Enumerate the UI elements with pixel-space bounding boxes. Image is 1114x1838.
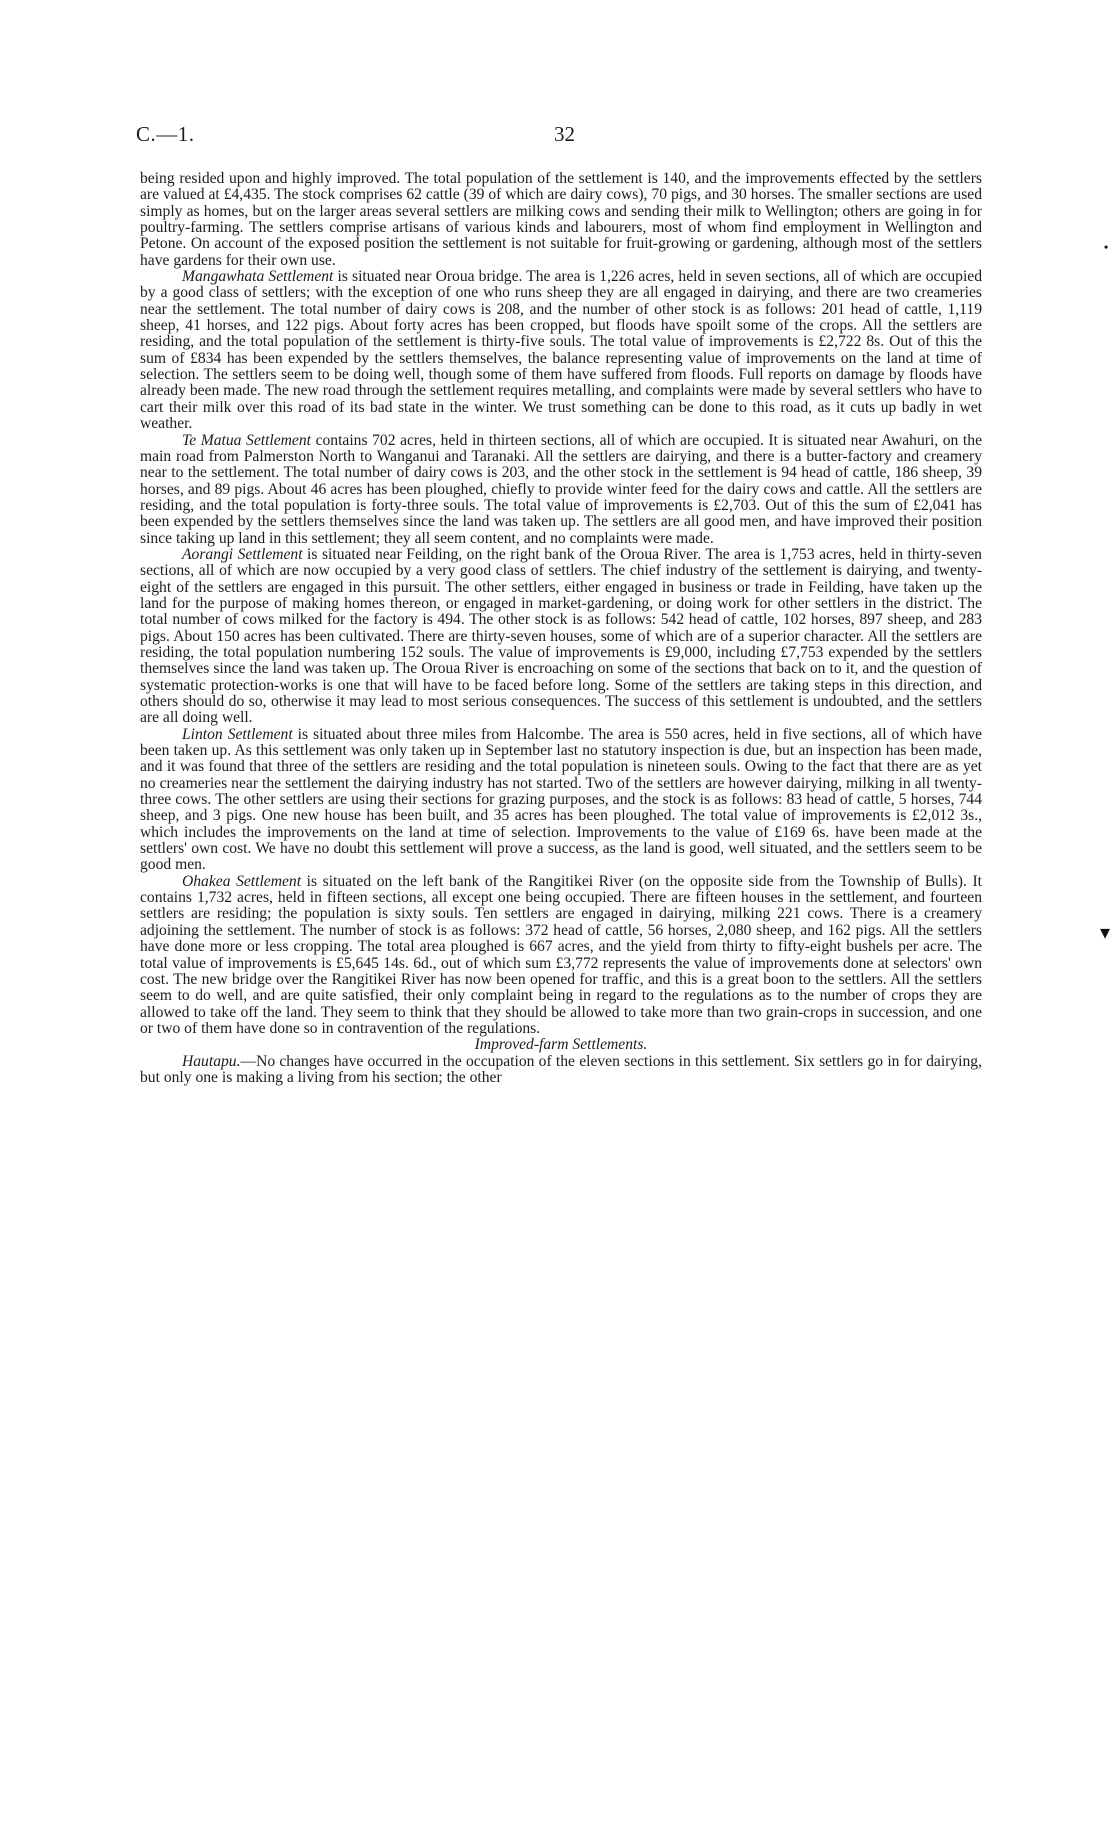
- settlement-name: Linton Settlement: [182, 725, 293, 743]
- settlement-name: Aorangi Settlement: [182, 545, 303, 563]
- paragraph-hautapu: [140, 1054, 982, 1087]
- page-header: [136, 122, 978, 152]
- paragraph-aorangi: [140, 547, 982, 727]
- section-heading: Improved-farm Settlements.: [474, 1036, 648, 1054]
- paragraph-text: is situated on the left bank of the Rangitikei River (on the opposite side from the Township of Bulls). It contains 1,732 acres, held in fifteen sections, all except one being occupied. There are fifteen houses in the settlement, and fourteen settlers are residing; the population is sixty souls. Ten settlers are engaged in dairying, milking 221 cows. There is a creamery adjoining the settlement. The number of stock is as follows: 372 head of cattle, 56 horses, 2,080 sheep, and 162 pigs. All the settlers have done more or less cropping. The total area ploughed is 667 acres, and the yield from thirty to fifty-eight bushels per acre. The total value of improvements is £5,645 14s. 6d., out of which sum £3,772 represents the value of improvements done at selectors' own cost. The new bridge over the Rangitikei River has now been opened for traffic, and this is a great boon to the settlers. All the settlers seem to do well, and are quite satisfied, their only complaint being in regard to the regulations as to the number of crops they are allowed to take off the land. They seem to think that they should be allowed to take more than two grain-crops in succession, and one or two of them have done so in contravention of the regulations.: [140, 872, 982, 1037]
- paragraph-text: is situated near Feilding, on the right bank of the Oroua River. The area is 1,753 acres, held in thirty-seven sections, all of which are now occupied by a very good class of settlers. The chief industry of the settlement is dairying, and twenty-eight of the settlers are engaged in this pursuit. The other settlers, either engaged in business or trade in Feilding, have taken up the land for the purpose of making homes thereon, or engaged in market-gardening, or doing work for other settlers in the district. The total number of cows milked for the factory is 494. The other stock is as follows: 542 head of cattle, 102 horses, 897 sheep, and 283 pigs. About 150 acres has been cultivated. There are thirty-seven houses, some of which are of a superior character. All the settlers are residing, the total population numbering 152 souls. The value of improvements is £9,000, including £7,753 expended by the settlers themselves since the land was taken up. The Oroua River is encroaching on some of the sections that back on to it, and the question of systematic protection-works is one that will have to be faced before long. Some of the settlers are taking steps in this direction, and others should do so, otherwise it may lead to most serious consequences. The success of this settlement is undoubted, and the settlers are all doing well.: [140, 545, 982, 727]
- margin-mark: ▾: [1100, 922, 1111, 944]
- paragraph-linton: [140, 727, 982, 874]
- paragraph-text: contains 702 acres, held in thirteen sections, all of which are occupied. It is situated near Awahuri, on the main road from Palmerston North to Wanganui and Taranaki. All the settlers are dairying, and there is a butter-factory and creamery near to the settlement. The total number of dairy cows is 203, and the other stock in the settlement is 94 head of cattle, 186 sheep, 39 horses, and 89 pigs. About 46 acres has been ploughed, chiefly to provide winter feed for the dairy cows and cattle. All the settlers are residing, and the total population is forty-three souls. The total value of improvements is £2,703. Out of this the sum of £2,041 has been expended by the settlers themselves since the land was taken up. The settlers are all good men, and have improved their position since taking up land in this settlement; they all seem content, and no complaints were made.: [140, 431, 982, 547]
- settlement-name: Hautapu.: [182, 1052, 241, 1070]
- document-code: C.—1.: [136, 122, 195, 146]
- page-number: 32: [554, 122, 575, 146]
- paragraph-mangawhata: [140, 269, 982, 432]
- margin-mark: •: [1104, 240, 1109, 254]
- paragraph-ohakea: [140, 874, 982, 1037]
- paragraph-text: is situated about three miles from Halcombe. The area is 550 acres, held in five sections, all of which have been taken up. As this settlement was only taken up in September last no statutory inspection is due, but an inspection has been made, and it was found that three of the settlers are residing and the total population is nineteen souls. Owing to the fact that there are as yet no creameries near the settlement the dairying industry has not started. Two of the settlers are however dairying, milking in all twenty-three cows. The other settlers are using their sections for grazing purposes, and the stock is as follows: 83 head of cattle, 5 horses, 744 sheep, and 3 pigs. One new house has been built, and 35 acres has been ploughed. The total value of improvements is £2,012 3s., which includes the improvements on the land at time of selection. Improvements to the value of £169 6s. have been made at the settlers' own cost. We have no doubt this settlement will prove a success, as the land is good, well situated, and the settlers seem to be good men.: [140, 725, 982, 874]
- paragraph-te-matua: [140, 433, 982, 547]
- body-text: [140, 171, 982, 1086]
- settlement-name: Te Matua Settlement: [182, 431, 311, 449]
- paragraph-text: —No changes have occurred in the occupation of the eleven sections in this settlement. Six settlers go in for dairying, but only one is making a living from his section; the other: [140, 1052, 982, 1086]
- settlement-name: Mangawhata Settlement: [182, 268, 334, 286]
- settlement-name: Ohakea Settlement: [182, 872, 302, 890]
- paragraph-continuation: being resided upon and highly improved. The total population of the settlement is 140, and the improvements effected by the settlers are valued at £4,435. The stock comprises 62 cattle (39 of which are dairy cows), 70 pigs, and 30 horses. The smaller sections are used simply as homes, but on the larger areas several settlers are milking cows and sending their milk to Wellington; others are going in for poultry-farming. The settlers comprise artisans of various kinds and labourers, most of whom find employment in Wellington and Petone. On account of the exposed position the settlement is not suitable for fruit-growing or gardening, although most of the settlers have gardens for their own use.: [140, 170, 982, 269]
- paragraph-text: is situated near Oroua bridge. The area is 1,226 acres, held in seven sections, all of which are occupied by a good class of settlers; with the exception of one who runs sheep they are all engaged in dairying, and there are two creameries near the settlement. The total number of dairy cows is 208, and the number of other stock is as follows: 201 head of cattle, 1,119 sheep, 41 horses, and 122 pigs. About forty acres has been cropped, but floods have spoilt some of the crops. All the settlers are residing, and the total population of the settlement is thirty-five souls. The total value of improvements is £2,722 8s. Out of this the sum of £834 has been expended by the settlers themselves, the balance representing value of improvements on the land at time of selection. The settlers seem to be doing well, though some of them have suffered from floods. Full reports on damage by floods have already been made. The new road through the settlement requires metalling, and complaints were made by several settlers who have to cart their milk over this road of its bad state in the winter. We trust something can be done to this road, as it cuts up badly in wet weather.: [140, 268, 982, 433]
